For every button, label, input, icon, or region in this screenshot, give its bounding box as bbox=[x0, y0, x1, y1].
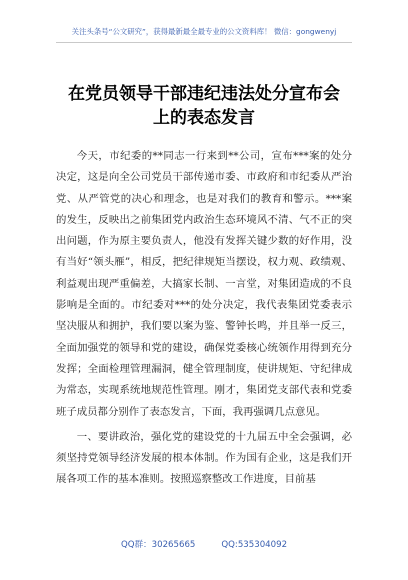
document-body bbox=[56, 146, 352, 491]
header-notice: 关注头条号“公文研究”，获得最新最全最专业的公文资料库！ 微信：gongwenyj bbox=[71, 27, 337, 36]
header-divider bbox=[56, 42, 352, 43]
footer-qq-group: QQ群：30265665 bbox=[120, 540, 196, 550]
document-title bbox=[40, 82, 368, 130]
body-paragraph-1: 今天，市纪委的**同志一行来到**公司，宣布***案的处分决定，这是向全公司党员干部传递市委、市政府和市纪委从严治党、从严管党的决心和理念，也是对我们的教育和警示。***案的发生，反映出之前集团党内政治生态环境风不清、气不正的突出问题，作为原主要负责人，他没有发挥关键少数的好作用，没有当好“领头雁”，相反，把纪律规矩当摆设，权力观、政绩观、利益观出现严重偏差，大搞家长制、一言堂，对集团造成的不良影响是全面的。市纪委对***的处分决定，我代表集团党委表示坚决服从和拥护，我们要以案为鉴、警钟长鸣，并且举一反三，全面加强党的领导和党的建设，确保党委核心统领作用得到充分发挥；全面检理管理漏洞，健全管理制度，使讲规矩、守纪律成为常态，实现系统地规范性管理。刚才，集团党支部代表和党委班子成员都分别作了表态发言，下面，我再强调几点意见。 bbox=[56, 150, 352, 418]
body-paragraph-2: 一、要讲政治，强化党的建设党的十九届五中全会强调，必须坚持党领导经济发展的根本体制。作为国有企业，这是我们开展各项工作的基本准则。按照巡察整改工作进度，目前基 bbox=[56, 430, 352, 486]
title-line-2: 上的表态发言 bbox=[153, 108, 255, 128]
footer-qq: QQ:535304092 bbox=[221, 540, 288, 550]
footer-contact bbox=[0, 539, 408, 551]
title-line-1: 在党员领导干部违纪违法处分宣布会 bbox=[68, 84, 340, 104]
